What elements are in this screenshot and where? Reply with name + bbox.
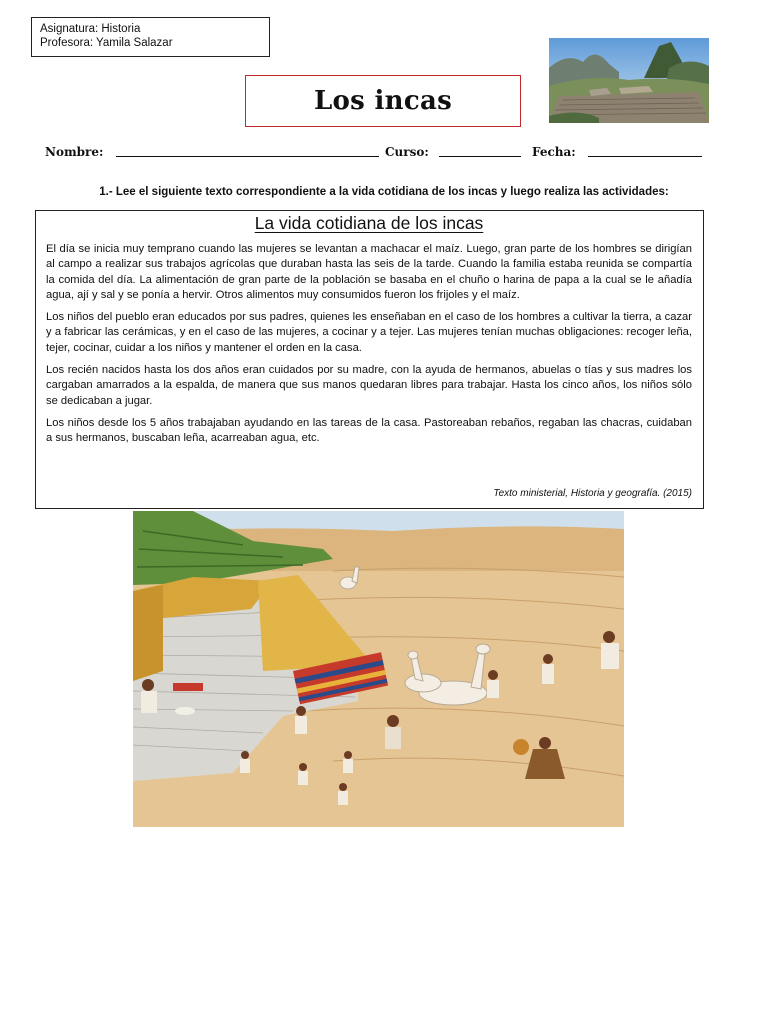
- reading-paragraph: Los recién nacidos hasta los dos años eran cuidados por su madre, con la ayuda de hermanos, abuelas o tías y sus madres los cargaban amarrados a la espalda, de manera que sus manos quedaran libres para trabajar. Hasta los cinco años, los niños sólo se dedicaban a jugar.: [46, 364, 692, 407]
- page-title: Los incas: [313, 86, 453, 116]
- name-input-line[interactable]: [116, 145, 379, 157]
- reading-source: Texto ministerial, Historia y geografía. (2015): [493, 488, 692, 499]
- teacher-label: Profesora: Yamila Salazar: [40, 37, 173, 49]
- reading-paragraph: El día se inicia muy temprano cuando las mujeres se levantan a machacar el maíz. Luego, gran parte de los hombres se dirigían al campo a realizar sus trabajos agrícolas que duraban hasta las seis de la tarde. Cuando la familia estaba reunida se compartía la comida del día. La alimentación de gran parte de la población se basaba en el chuño o harina de papa a la cual se le añadía agua, ají y sal y se ponía a hervir. Otros alimentos muy consumidos fueron los frijoles y el maíz.: [46, 243, 692, 301]
- date-input-line[interactable]: [588, 145, 702, 157]
- date-label: Fecha:: [532, 145, 576, 159]
- reading-heading: La vida cotidiana de los incas: [254, 213, 484, 233]
- subject-info-box: [31, 17, 270, 57]
- name-label: Nombre:: [45, 145, 104, 159]
- subject-label: Asignatura: Historia: [40, 23, 141, 35]
- inca-village-illustration: [133, 511, 624, 827]
- course-input-line[interactable]: [439, 145, 521, 157]
- reading-paragraph: Los niños del pueblo eran educados por sus padres, quienes les enseñaban en el caso de los hombres a cultivar la tierra, a cazar y a fabricar las cerámicas, y en el caso de las mujeres, a cocinar y a tejer. Las mujeres tenían muchas obligaciones: recoger leña, tejer, cocinar, cuidar a los niños y mantener el orden en la casa.: [46, 311, 692, 354]
- instruction-text: 1.- Lee el siguiente texto correspondiente a la vida cotidiana de los incas y luego realiza las actividades:: [99, 186, 669, 198]
- student-fields: [45, 145, 715, 161]
- course-label: Curso:: [385, 145, 429, 159]
- reading-box: [35, 210, 704, 509]
- machu-picchu-photo: [549, 38, 709, 123]
- title-box: [245, 75, 521, 127]
- reading-paragraph: Los niños desde los 5 años trabajaban ayudando en las tareas de la casa. Pastoreaban rebaños, regaban las chacras, cuidaban a sus hermanos, buscaban leña, acarreaban agua, etc.: [46, 416, 692, 445]
